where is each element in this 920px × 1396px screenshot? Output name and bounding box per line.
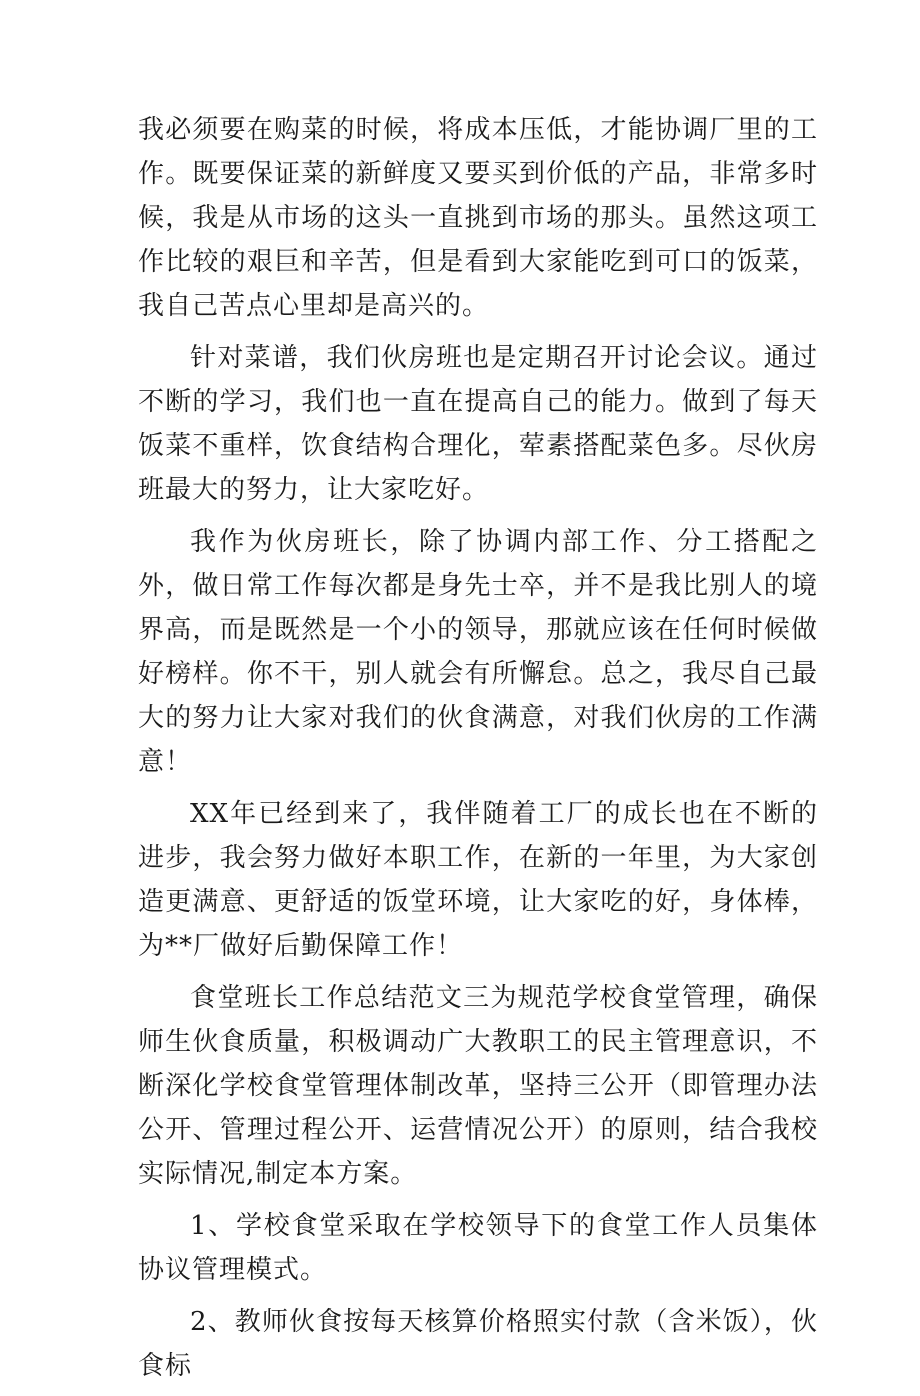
paragraph-2: 针对菜谱，我们伙房班也是定期召开讨论会议。通过不断的学习，我们也一直在提高自己的能力。做到了每天饭菜不重样，饮食结构合理化，荤素搭配菜色多。尽伙房班最大的努力，让大家吃好。: [138, 343, 818, 505]
paragraph-6: 1、学校食堂采取在学校领导下的食堂工作人员集体协议管理模式。: [138, 1211, 818, 1285]
paragraph-7: 2、教师伙食按每天核算价格照实付款（含米饭），伙食标: [138, 1307, 818, 1381]
paragraph-4: XX年已经到来了，我伴随着工厂的成长也在不断的进步，我会努力做好本职工作，在新的一年里，为大家创造更满意、更舒适的饭堂环境，让大家吃的好，身体棒，为**厂做好后勤保障工作！: [138, 799, 818, 961]
paragraph-1: 我必须要在购菜的时候，将成本压低，才能协调厂里的工作。既要保证菜的新鲜度又要买到价低的产品，非常多时候，我是从市场的这头一直挑到市场的那头。虽然这项工作比较的艰巨和辛苦，但是看到大家能吃到可口的饭菜，我自己苦点心里却是高兴的。: [138, 115, 818, 321]
paragraph-3: 我作为伙房班长，除了协调内部工作、分工搭配之外，做日常工作每次都是身先士卒，并不是我比别人的境界高，而是既然是一个小的领导，那就应该在任何时候做好榜样。你不干，别人就会有所懈怠。总之，我尽自己最大的努力让大家对我们的伙食满意，对我们伙房的工作满意！: [138, 527, 818, 777]
document-body: [138, 108, 818, 1396]
paragraph-5: 食堂班长工作总结范文三为规范学校食堂管理，确保师生伙食质量，积极调动广大教职工的民主管理意识，不断深化学校食堂管理体制改革，坚持三公开（即管理办法公开、管理过程公开、运营情况公开）的原则，结合我校实际情况,制定本方案。: [138, 983, 818, 1189]
